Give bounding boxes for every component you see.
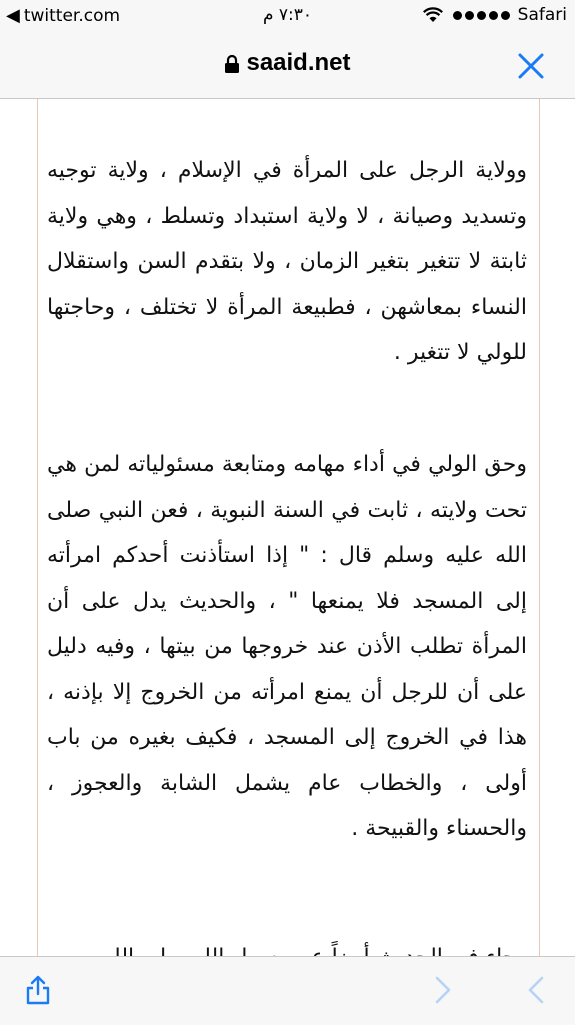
left-border-line — [37, 99, 38, 956]
chevron-left-icon[interactable] — [526, 975, 546, 1005]
bottom-toolbar — [0, 956, 575, 1025]
address-field[interactable] — [0, 49, 575, 77]
status-bar — [0, 0, 575, 32]
right-border-line — [539, 99, 540, 956]
close-icon[interactable] — [517, 52, 545, 80]
article-paragraph: وحق الولي في أداء مهامه ومتابعة مسئولياته لمن هي تحت ولايته ، ثابت في السنة النبوية ، فعن النبي صلى الله عليه وسلم قال : " إذا استأذنت أحدكم امرأته إلى المسجد فلا يمنعها " ، والحديث يدل على أن المرأة تطلب الأذن عند خروجها من بيتها ، وفيه دليل على أن للرجل أن يمنع امرأته من الخروج إلا بإذنه ، هذا في الخروج إلى المسجد ، فكيف بغيره من باب أولى ، والخطاب عام يشمل الشابة والعجوز ، والحسناء والقبيحة . — [47, 452, 527, 841]
lock-icon — [224, 54, 240, 74]
carrier-label: Safari — [517, 5, 567, 25]
url-domain: saaid.net — [246, 49, 351, 76]
status-right — [423, 5, 567, 25]
article-paragraph: وولاية الرجل على المرأة في الإسلام ، ولاية توجيه وتسديد وصيانة ، لا ولاية استبداد وتسلط ، وهي ولاية ثابتة لا تتغير بتغير الزمان ، ولا بتقدم السن واستقلال النساء بمعاشهن ، فطبيعة المرأة لا تختلف ، وحاجتها للولي لا تتغير . — [47, 158, 527, 365]
url-bar — [0, 32, 575, 99]
clock: ٧:٣٠ م — [262, 5, 313, 25]
chevron-right-icon[interactable] — [433, 975, 453, 1005]
chevron-left-icon: ◀ — [6, 5, 20, 26]
signal-dots-icon — [453, 11, 510, 20]
back-app-label: twitter.com — [23, 5, 121, 26]
wifi-icon — [423, 8, 443, 23]
article-content — [0, 99, 575, 956]
share-icon[interactable] — [24, 975, 52, 1005]
